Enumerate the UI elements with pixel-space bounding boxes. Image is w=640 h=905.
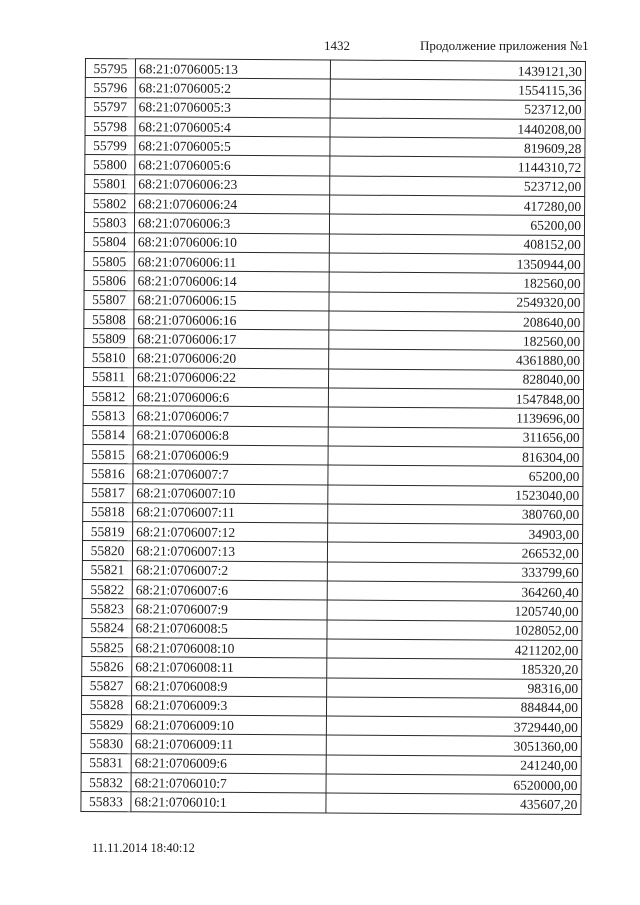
cadastral-value: 819609,28 (330, 137, 585, 158)
cadastral-value: 1439121,30 (330, 60, 585, 81)
row-number: 55824 (82, 618, 132, 638)
cadastral-value: 1205740,00 (327, 600, 582, 621)
cadastral-number: 68:21:0706010:7 (131, 773, 326, 793)
cadastral-value: 2549320,00 (329, 292, 584, 313)
row-number: 55820 (82, 541, 132, 561)
row-number: 55801 (85, 174, 135, 194)
row-number: 55803 (84, 213, 134, 233)
cadastral-number: 68:21:0706007:9 (132, 599, 327, 619)
row-number: 55818 (83, 502, 133, 522)
cadastral-number: 68:21:0706006:20 (134, 348, 329, 368)
cadastral-number: 68:21:0706006:9 (133, 445, 328, 465)
cadastral-value: 884844,00 (326, 697, 581, 718)
row-number: 55823 (82, 599, 132, 619)
row-number: 55807 (84, 290, 134, 310)
cadastral-value: 333799,60 (327, 562, 582, 583)
cadastral-number: 68:21:0706008:9 (132, 676, 327, 696)
cadastral-value: 3051360,00 (326, 735, 581, 756)
row-number: 55813 (83, 406, 133, 426)
cadastral-value: 1028052,00 (327, 620, 582, 641)
cadastral-value: 65200,00 (328, 465, 583, 486)
row-number: 55805 (84, 251, 134, 271)
row-number: 55804 (84, 232, 134, 252)
cadastral-number: 68:21:0706006:3 (134, 213, 329, 233)
row-number: 55797 (85, 97, 135, 117)
row-number: 55826 (82, 657, 132, 677)
cadastral-number: 68:21:0706005:5 (135, 136, 330, 156)
cadastral-number: 68:21:0706007:13 (132, 541, 327, 561)
cadastral-value: 182560,00 (329, 330, 584, 351)
cadastral-value: 1523040,00 (328, 485, 583, 506)
row-number: 55811 (83, 367, 133, 387)
row-number: 55799 (85, 136, 135, 156)
cadastral-value: 816304,00 (328, 446, 583, 467)
cadastral-number: 68:21:0706006:7 (133, 406, 328, 426)
row-number: 55814 (83, 425, 133, 445)
row-number: 55822 (82, 580, 132, 600)
row-number: 55808 (84, 309, 134, 329)
cadastral-value: 4361880,00 (329, 349, 584, 370)
cadastral-value: 523712,00 (330, 99, 585, 120)
cadastral-number: 68:21:0706007:7 (133, 464, 328, 484)
row-number: 55829 (81, 715, 131, 735)
cadastral-number: 68:21:0706009:11 (131, 734, 326, 754)
cadastral-value: 185320,20 (327, 658, 582, 679)
row-number: 55817 (83, 483, 133, 503)
cadastral-number: 68:21:0706006:16 (134, 310, 329, 330)
cadastral-value: 311656,00 (328, 427, 583, 448)
table-body (81, 59, 586, 815)
cadastral-value: 523712,00 (330, 176, 585, 197)
row-number: 55831 (81, 753, 131, 773)
cadastral-value-table (80, 58, 586, 815)
row-number: 55810 (84, 348, 134, 368)
cadastral-number: 68:21:0706008:5 (132, 618, 327, 638)
cadastral-value: 1554115,36 (330, 79, 585, 100)
row-number: 55827 (82, 676, 132, 696)
cadastral-value: 1350944,00 (329, 253, 584, 274)
cadastral-number: 68:21:0706006:23 (135, 175, 330, 195)
cadastral-number: 68:21:0706006:11 (134, 252, 329, 272)
cadastral-number: 68:21:0706009:6 (131, 753, 326, 773)
row-number: 55821 (82, 560, 132, 580)
cadastral-value: 1144310,72 (330, 156, 585, 177)
table-row (81, 792, 581, 814)
cadastral-number: 68:21:0706005:13 (135, 59, 330, 79)
row-number: 55796 (85, 78, 135, 98)
row-number: 55815 (83, 444, 133, 464)
cadastral-value: 4211202,00 (327, 639, 582, 660)
row-number: 55819 (83, 522, 133, 542)
cadastral-number: 68:21:0706006:6 (133, 387, 328, 407)
cadastral-number: 68:21:0706005:4 (135, 117, 330, 137)
continuation-title: Продолжение приложения №1 (420, 38, 589, 53)
cadastral-value: 380760,00 (328, 504, 583, 525)
cadastral-number: 68:21:0706006:8 (133, 425, 328, 445)
cadastral-value: 417280,00 (330, 195, 585, 216)
row-number: 55800 (85, 155, 135, 175)
cadastral-number: 68:21:0706008:10 (132, 638, 327, 658)
cadastral-number: 68:21:0706005:2 (135, 78, 330, 98)
cadastral-value: 98316,00 (327, 677, 582, 698)
row-number: 55802 (85, 194, 135, 214)
row-number: 55816 (83, 464, 133, 484)
cadastral-value: 3729440,00 (326, 716, 581, 737)
cadastral-value: 1440208,00 (330, 118, 585, 139)
print-timestamp: 11.11.2014 18:40:12 (92, 841, 195, 855)
cadastral-number: 68:21:0706007:10 (133, 483, 328, 503)
cadastral-number: 68:21:0706006:14 (134, 271, 329, 291)
cadastral-number: 68:21:0706009:3 (131, 696, 326, 716)
cadastral-number: 68:21:0706008:11 (132, 657, 327, 677)
cadastral-number: 68:21:0706006:24 (135, 194, 330, 214)
row-number: 55795 (85, 59, 135, 79)
cadastral-value: 1139696,00 (328, 407, 583, 428)
row-number: 55830 (81, 734, 131, 754)
cadastral-value: 435607,20 (326, 793, 581, 814)
cadastral-number: 68:21:0706006:10 (134, 232, 329, 252)
cadastral-value: 1547848,00 (328, 388, 583, 409)
row-number: 55832 (81, 772, 131, 792)
row-number: 55809 (84, 329, 134, 349)
cadastral-value: 65200,00 (329, 214, 584, 235)
cadastral-number: 68:21:0706005:6 (135, 155, 330, 175)
cadastral-value: 266532,00 (327, 542, 582, 563)
cadastral-value: 208640,00 (329, 311, 584, 332)
row-number: 55828 (81, 695, 131, 715)
cadastral-number: 68:21:0706010:1 (131, 792, 326, 812)
row-number: 55812 (83, 387, 133, 407)
cadastral-number: 68:21:0706007:12 (133, 522, 328, 542)
row-number: 55825 (82, 637, 132, 657)
cadastral-number: 68:21:0706007:11 (133, 503, 328, 523)
cadastral-value: 241240,00 (326, 755, 581, 776)
page-number: 1432 (324, 38, 350, 53)
cadastral-value: 6520000,00 (326, 774, 581, 795)
cadastral-value: 182560,00 (329, 272, 584, 293)
cadastral-number: 68:21:0706009:10 (131, 715, 326, 735)
cadastral-value: 828040,00 (328, 369, 583, 390)
cadastral-value: 408152,00 (329, 234, 584, 255)
cadastral-number: 68:21:0706006:22 (133, 368, 328, 388)
cadastral-number: 68:21:0706007:6 (132, 580, 327, 600)
row-number: 55798 (85, 116, 135, 136)
cadastral-number: 68:21:0706006:15 (134, 290, 329, 310)
cadastral-number: 68:21:0706007:2 (132, 561, 327, 581)
cadastral-number: 68:21:0706006:17 (134, 329, 329, 349)
cadastral-value: 364260,40 (327, 581, 582, 602)
row-number: 55806 (84, 271, 134, 291)
cadastral-value: 34903,00 (328, 523, 583, 544)
cadastral-number: 68:21:0706005:3 (135, 97, 330, 117)
row-number: 55833 (81, 792, 131, 812)
